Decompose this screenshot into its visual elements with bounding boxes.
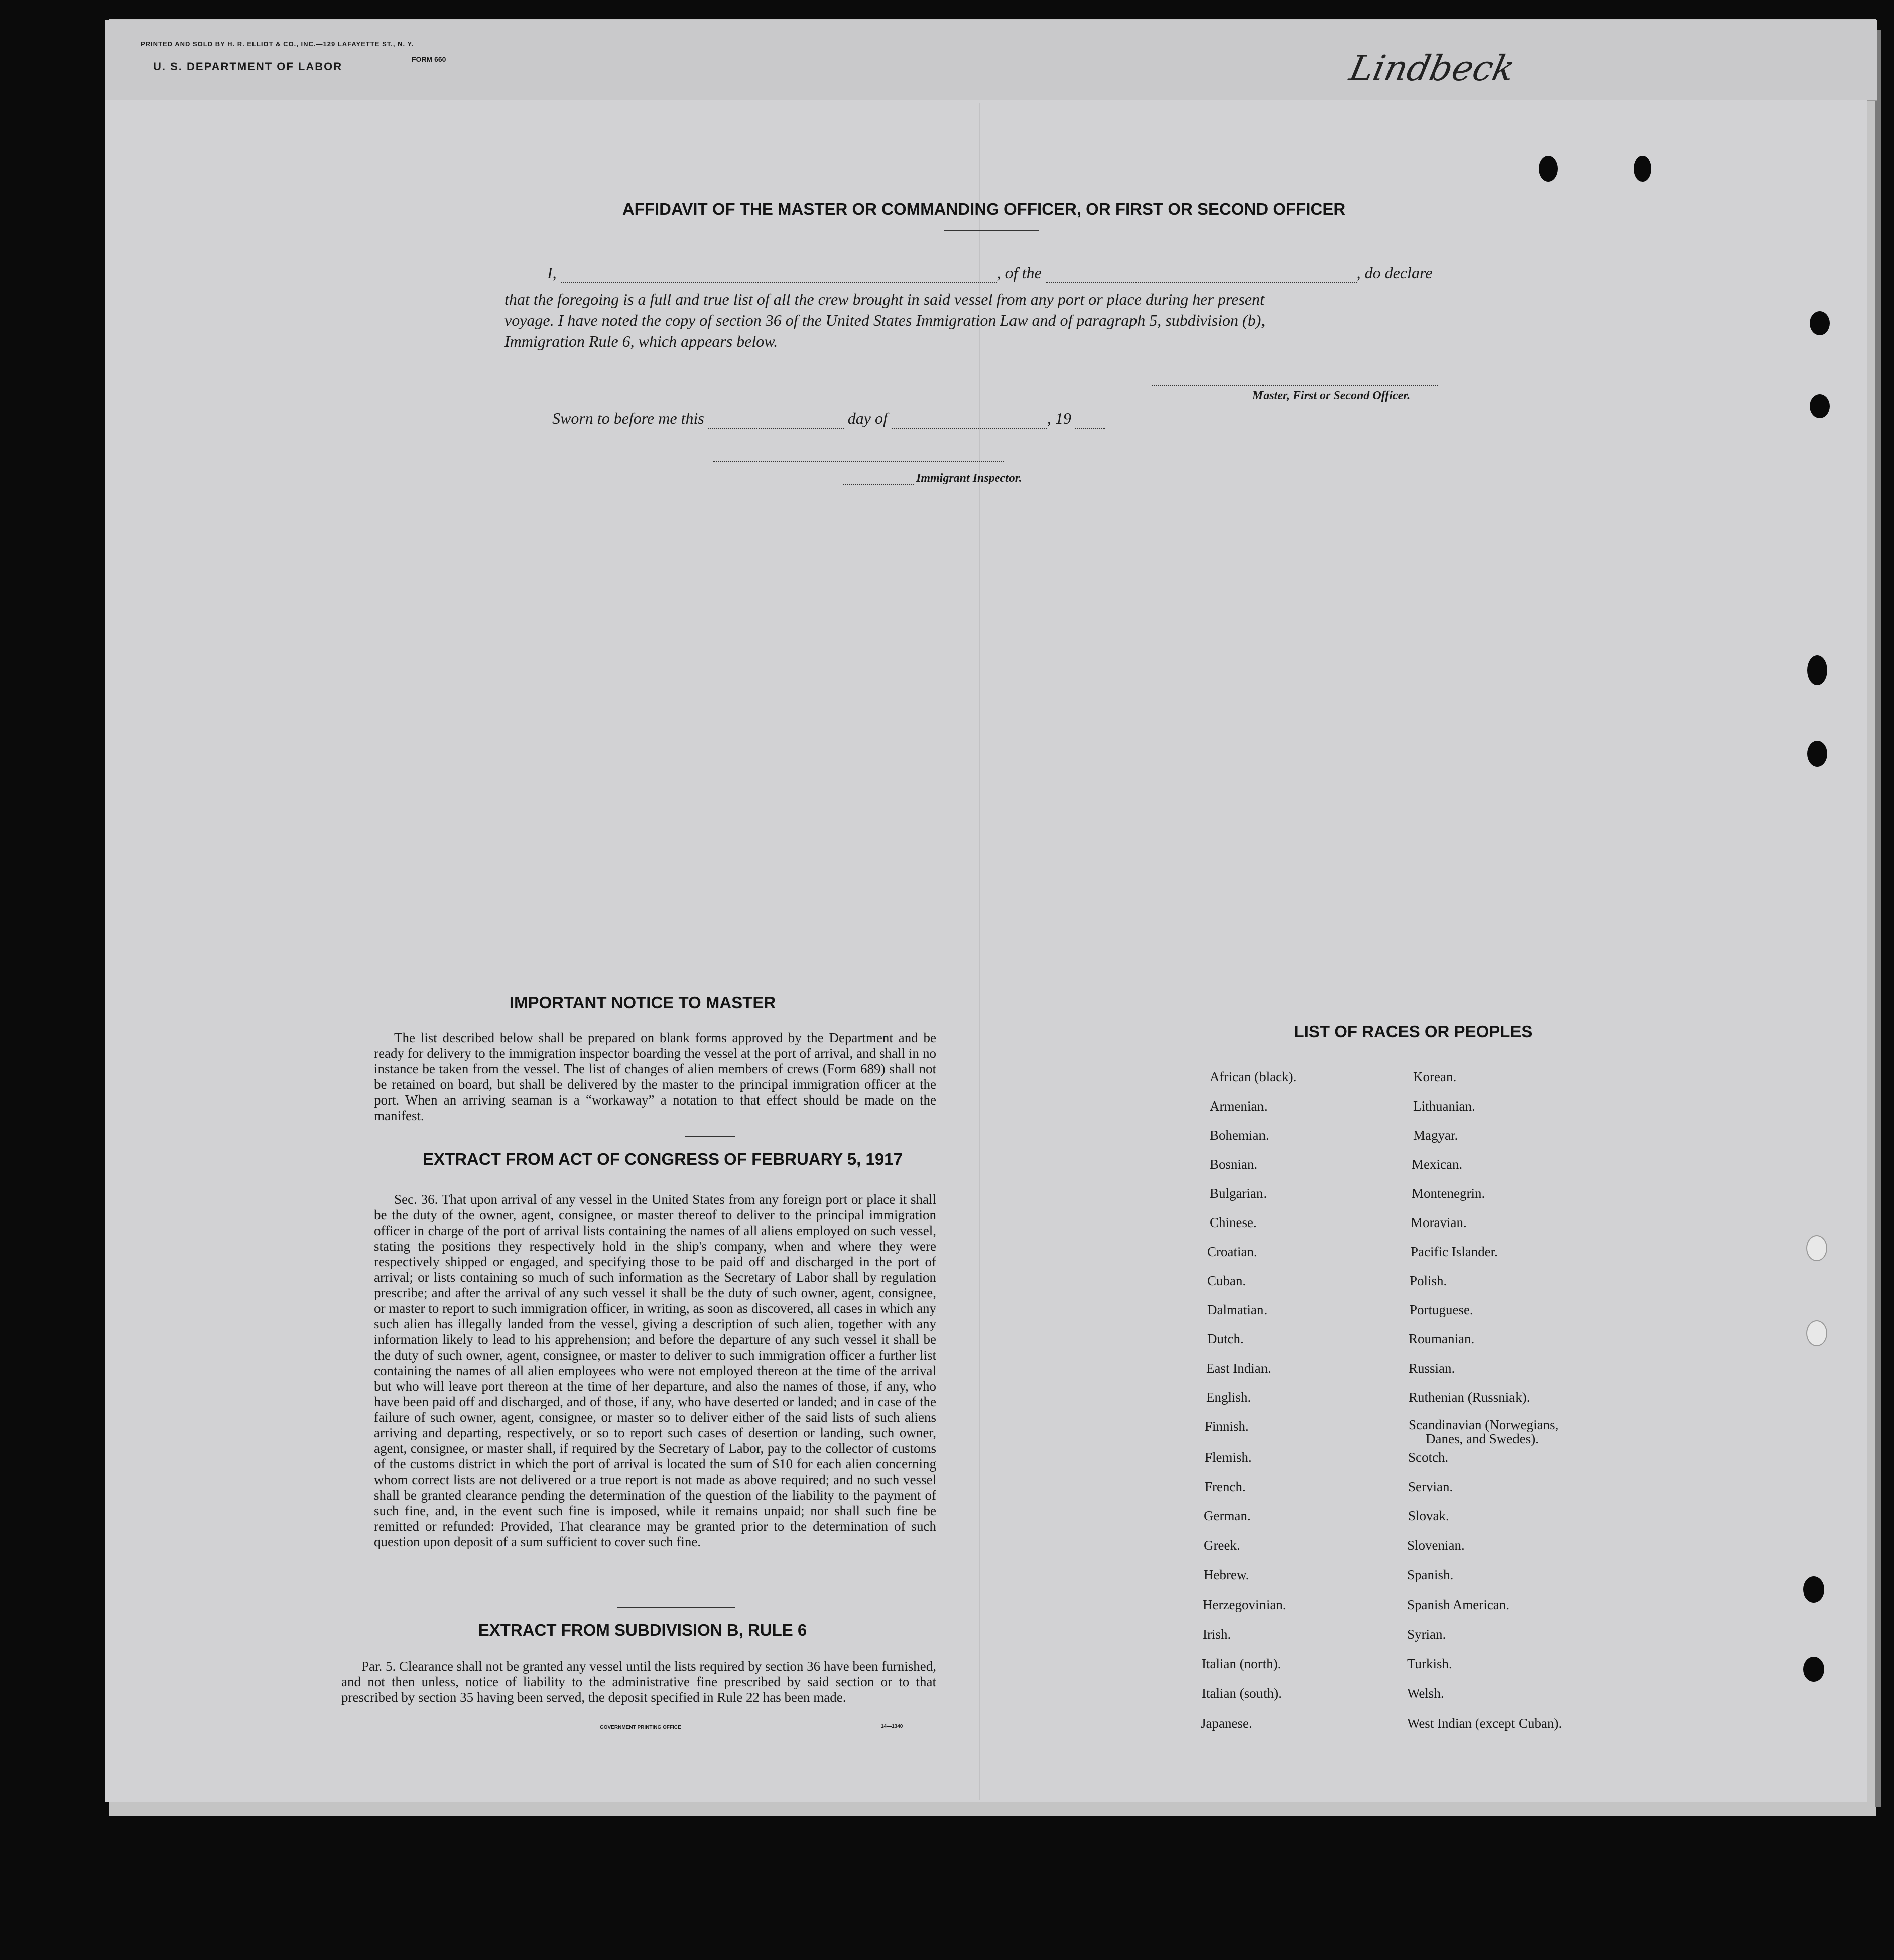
race-item: African (black). <box>1210 1069 1297 1084</box>
race-item: Polish. <box>1410 1273 1447 1288</box>
race-item: Flemish. <box>1205 1450 1252 1465</box>
race-item: Korean. <box>1413 1069 1457 1084</box>
notice-text: The list described below shall be prepared on blank forms approved by the Department and be ready for delivery to the immigration inspector boarding the vessel at the port of arrival, and shall in no instance be taken from the vessel. The list of changes of alien members of crews (Form 689) shall not be retained on board, but shall be delivered by the master to the principal immigration officer at the port. When an arriving seaman is a “workaway” a notation to that effect should be made on the manifest. <box>374 1030 936 1123</box>
day-of-label: day of <box>847 409 888 427</box>
punch-hole <box>1634 156 1651 182</box>
race-item: East Indian. <box>1206 1361 1271 1376</box>
race-item: Slovenian. <box>1407 1538 1465 1553</box>
race-item: Turkish. <box>1407 1656 1452 1671</box>
punch-hole <box>1810 394 1830 418</box>
race-item: Italian (south). <box>1202 1686 1282 1701</box>
race-item: Servian. <box>1408 1479 1453 1494</box>
race-item: Roumanian. <box>1409 1331 1475 1346</box>
department-label: U. S. DEPARTMENT OF LABOR <box>153 60 343 73</box>
print-code: 14—1340 <box>881 1724 903 1729</box>
rule-title: EXTRACT FROM SUBDIVISION B, RULE 6 <box>478 1621 807 1639</box>
race-item: Japanese. <box>1201 1716 1252 1731</box>
race-item: Spanish American. <box>1407 1597 1509 1612</box>
act-rule <box>617 1607 735 1608</box>
sworn-line <box>552 408 1305 429</box>
form-number: FORM 660 <box>412 55 446 63</box>
race-item: Portuguese. <box>1410 1302 1473 1317</box>
vessel-name-field[interactable] <box>1046 282 1357 283</box>
race-item: Pacific Islander. <box>1411 1244 1498 1259</box>
punch-hole <box>1810 311 1830 335</box>
act-body <box>374 1192 936 1550</box>
races-title: LIST OF RACES OR PEOPLES <box>1294 1022 1533 1041</box>
race-item: Magyar. <box>1413 1128 1458 1143</box>
affidavit-title: AFFIDAVIT OF THE MASTER OR COMMANDING OFFICER, OR FIRST OR SECOND OFFICER <box>622 200 1346 218</box>
race-item: Scotch. <box>1408 1450 1449 1465</box>
race-item: Spanish. <box>1407 1567 1454 1582</box>
rule-text: Par. 5. Clearance shall not be granted any vessel until the lists required by section 36 have been furnished, and not then unless, notice of liability to the administrative fine prescribed by said section or to that prescribed by section 35 having been served, the deposit specified in Rule 22 has been made. <box>341 1659 936 1705</box>
race-item: Irish. <box>1203 1627 1231 1642</box>
form-page <box>105 100 1867 1802</box>
sworn-year-field[interactable] <box>1075 428 1105 429</box>
punch-hole <box>1803 1576 1824 1603</box>
notice-rule <box>685 1136 735 1137</box>
officer-signature-field[interactable] <box>1152 372 1438 386</box>
race-item: English. <box>1206 1390 1251 1405</box>
handwritten-margin-note: Lindbeck <box>1346 48 1519 89</box>
rule-body <box>341 1659 936 1705</box>
header-strip <box>105 20 1877 101</box>
race-item: Russian. <box>1409 1361 1455 1376</box>
notice-title: IMPORTANT NOTICE TO MASTER <box>509 993 776 1012</box>
race-item: Bohemian. <box>1210 1128 1269 1143</box>
race-item: Welsh. <box>1407 1686 1444 1701</box>
race-item: Italian (north). <box>1202 1656 1281 1671</box>
act-text: Sec. 36. That upon arrival of any vessel in the United States from any foreign port or place it shall be the duty of the owner, agent, consignee, or master thereof to deliver to the principal immigration officer in charge of the port of arrival lists containing the names of all aliens employed on such vessel, stating the positions they respectively hold in the ship's company, when and where they were respectively shipped or engaged, and specifying those to be paid off and discharged in the port of arrival; or lists containing so much of such information as the Secretary of Labor shall by regulation prescribe; and after the arrival of any such vessel it shall be the duty of such owner, agent, consignee, or master to report to such immigration officer, in writing, as soon as discovered, all cases in which any such alien has illegally landed from the vessel, giving a description of such alien, together with any information likely to lead to his apprehension; and before the departure of any such vessel it shall be the duty of such owner, agent, consignee, or master to deliver to such immigration officer a further list containing the names of all alien employees who were not employed thereon at the time of the arrival but who will leave port thereon at the time of her departure, and also the names of those, if any, who have been paid off and discharged, and of those, if any, who have deserted or landed; and in case of the failure of such owner, agent, consignee, or master so to deliver either of the said lists of such aliens arriving and departing, respectively, or so to report such cases of desertion or landing, such owner, agent, consignee, or master shall, if required by the Secretary of Labor, pay to the collector of customs of the customs district in which the port of arrival is located the sum of $10 for each alien concerning whom correct lists are not delivered or a true report is not made as above required; and no such vessel shall be granted clearance pending the determination of the question of the liability to the payment of such fine, and, in the event such fine is imposed, while it remains unpaid; nor shall such fine be remitted or refunded: Provided, That clearance may be granted prior to the determination of such question upon deposit of a sum sufficient to cover such fine. <box>374 1192 936 1549</box>
race-item: Finnish. <box>1205 1419 1249 1434</box>
race-item: Dutch. <box>1207 1331 1244 1346</box>
race-item: German. <box>1204 1508 1251 1523</box>
act-title: EXTRACT FROM ACT OF CONGRESS OF FEBRUARY 5, 1917 <box>423 1150 903 1168</box>
punch-hole <box>1803 1657 1824 1682</box>
race-item: Scandinavian (Norwegians, <box>1409 1417 1559 1432</box>
punch-hole <box>1807 655 1827 685</box>
affidavit-line-1 <box>547 262 1476 283</box>
race-item: Ruthenian (Russniak). <box>1409 1390 1530 1405</box>
affidavit-line-2: that the foregoing is a full and true list of all the crew brought in said vessel from any port or place during her present <box>504 290 1265 308</box>
fold-line <box>979 103 980 1800</box>
race-item: Chinese. <box>1210 1215 1257 1230</box>
notice-body <box>374 1030 936 1124</box>
race-item: Dalmatian. <box>1207 1302 1268 1317</box>
inspector-signature-label: Immigrant Inspector. <box>916 472 1022 485</box>
affidavit-declare: , do declare <box>1356 264 1433 282</box>
race-item: French. <box>1205 1479 1246 1494</box>
race-item: Greek. <box>1204 1538 1240 1553</box>
sworn-label: Sworn to before me this <box>552 409 704 427</box>
officer-name-field[interactable] <box>561 282 997 283</box>
race-item: Croatian. <box>1207 1244 1257 1259</box>
punch-hole <box>1807 741 1827 767</box>
affidavit-i: I, <box>547 264 557 282</box>
printer-line: PRINTED AND SOLD BY H. R. ELLIOT & CO., INC.—129 LAFAYETTE ST., N. Y. <box>141 40 414 48</box>
sheet-edge <box>1875 30 1881 1807</box>
race-item: Danes, and Swedes). <box>1426 1431 1539 1446</box>
officer-signature-label: Master, First or Second Officer. <box>1252 389 1411 402</box>
affidavit-title-rule <box>944 230 1039 231</box>
year-prefix: , 19 <box>1047 409 1071 427</box>
race-item: Bosnian. <box>1210 1157 1258 1172</box>
punch-hole <box>1806 1320 1827 1346</box>
race-item: Cuban. <box>1207 1273 1246 1288</box>
sworn-month-field[interactable] <box>892 428 1047 429</box>
race-item: Mexican. <box>1412 1157 1463 1172</box>
race-item: Armenian. <box>1210 1098 1268 1114</box>
race-item: Herzegovinian. <box>1203 1597 1286 1612</box>
affidavit-of-the: , of the <box>997 264 1042 282</box>
punch-hole <box>1539 156 1558 182</box>
race-item: Syrian. <box>1407 1627 1446 1642</box>
race-item: Moravian. <box>1411 1215 1467 1230</box>
affidavit-line-3: voyage. I have noted the copy of section 36 of the United States Immigration Law and of paragraph 5, subdivision (b), <box>504 311 1266 329</box>
race-item: Lithuanian. <box>1413 1098 1475 1114</box>
race-item: Slovak. <box>1408 1508 1449 1523</box>
inspector-signature-dots <box>843 476 914 485</box>
punch-hole <box>1806 1235 1827 1261</box>
inspector-signature-field[interactable] <box>713 451 1004 462</box>
printing-office: GOVERNMENT PRINTING OFFICE <box>600 1725 681 1730</box>
race-item: Montenegrin. <box>1412 1186 1485 1201</box>
sworn-day-field[interactable] <box>708 428 844 429</box>
race-item: Hebrew. <box>1204 1567 1249 1582</box>
race-item: West Indian (except Cuban). <box>1407 1716 1562 1731</box>
race-item: Bulgarian. <box>1210 1186 1267 1201</box>
affidavit-line-4: Immigration Rule 6, which appears below. <box>504 332 778 350</box>
